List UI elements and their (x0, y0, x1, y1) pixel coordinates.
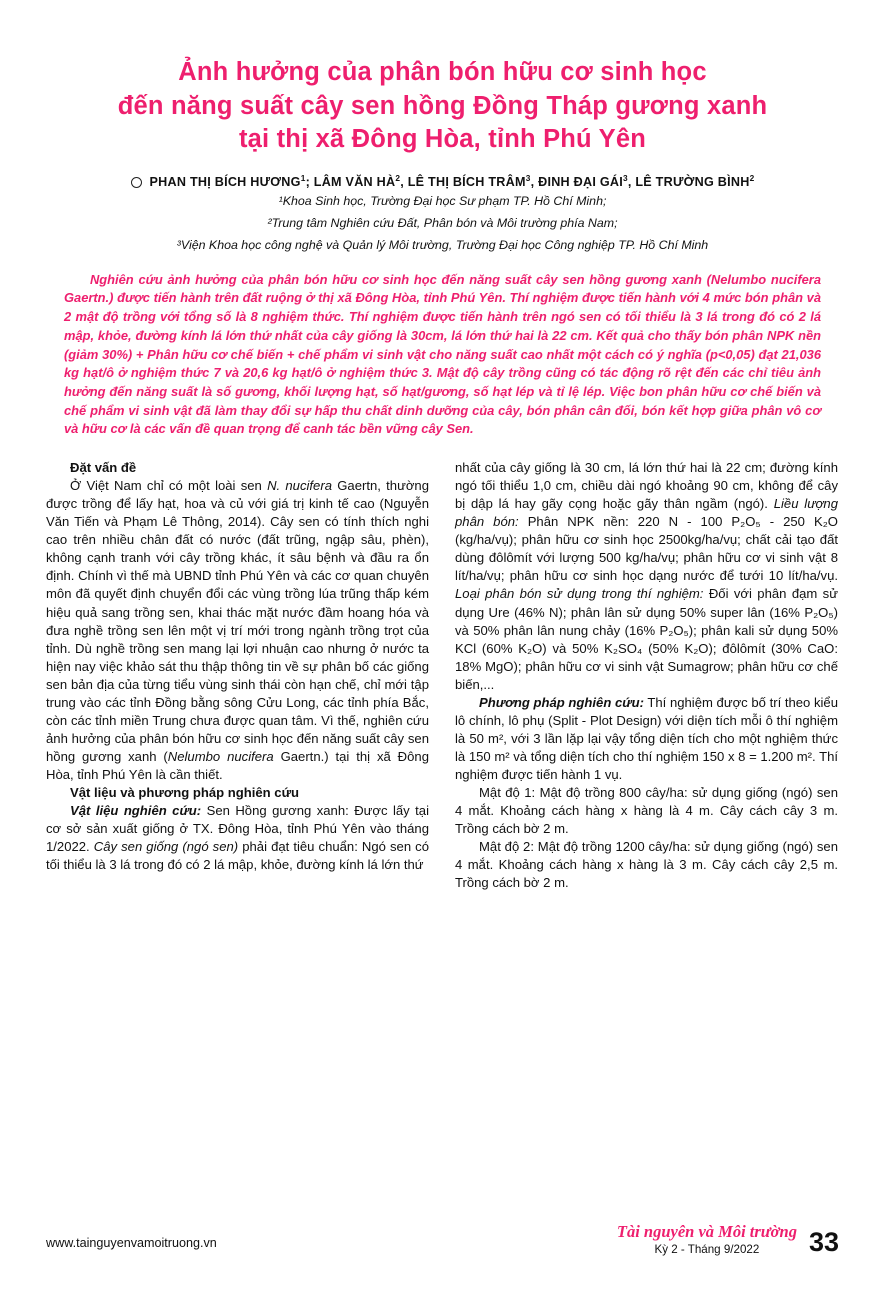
footer-journal (617, 1223, 797, 1256)
page-number: 33 (808, 1226, 839, 1257)
text-run: Ở Việt Nam chỉ có một loài sen (70, 478, 268, 494)
footer-right (617, 1223, 839, 1256)
page-footer (46, 1223, 839, 1256)
paragraph-fertilizer-dose (455, 459, 838, 694)
species-name: Nelumbo nucifera (167, 749, 274, 765)
heading-dat-van-de: Đặt vấn đề (70, 460, 137, 476)
subheading-loai-phan: Loại phân bón sử dụng trong thí nghiệm: (455, 586, 704, 602)
text-run: nhất của cây giống là 30 cm, lá lớn thứ hai là 22 cm; đường kính ngó tối thiểu 1,0 cm, chiều dài ngó khoảng 90 cm, không để cây bị dập lá hay gãy cọng hoặc gãy thân ngầm (ngó). (455, 460, 838, 512)
text-run: Thí nghiệm được bố trí theo kiểu lô chính, lô phụ (Split - Plot Design) với diện tích mỗi ô thí nghiệm là 50 m², với 3 lần lặp lại vậy tổng diện tích cho một nghiệm thức là 150 m² và tổng diện tích cho thí nghiệm 150 x 8 = 1.200 m². Thí nghiệm được tiến hành 1 vụ. (455, 694, 838, 783)
page-title (46, 56, 839, 157)
body-columns (46, 459, 839, 893)
text-run-italic: Cây sen giống (ngó sen) (93, 839, 239, 855)
heading-vat-lieu-phuong-phap: Vật liệu và phương pháp nghiên cứu (70, 785, 300, 801)
text-run: Sen Hồng gương xanh: Được lấy tại cơ sở sản xuất giống ở TX. Đông Hòa, tỉnh Phú Yên vào tháng 1/2022. (46, 803, 429, 855)
affiliation-3: ³Viện Khoa học công nghệ và Quản lý Môi trường, Trường Đại học Công nghiệp TP. Hồ Chí Minh (176, 237, 709, 252)
title-line-3: tại thị xã Đông Hòa, tỉnh Phú Yên (238, 125, 647, 154)
text-run: Gaertn, thường được trồng để lấy hạt, hoa và củ với giá trị kinh tế cao (Nguyễn Văn Tiến và Phạm Lê Thông, 2014). Cây sen có tính thích nghi cao trên nhiều chân đất có nước (đất trũng, ngập sâu, phèn), không cạnh tranh với cây trồng khác, ít sâu bệnh và đầu ra ổn định. Chính vì thế mà UBND tỉnh Phú Yên và các cơ quan chuyên môn đã quyết định chuyển đổi các vùng trồng lúa trũng thấp kém hiệu quả sang trồng sen, khai thác mặt nước đầm hoang hóa và đưa nghề trồng sen lên một vị trí mới trong ngành trồng trọt của tỉnh. Dù nghề trồng sen mang lại lợi nhuận cao nhưng ở nước ta hiện nay việc khảo sát thu thập thông tin về sự phân bố các giống sen bản địa của từng tiểu vùng sinh thái còn hạn chế, chỉ mới tập trung vào các tỉnh Đồng bằng sông Cửu Long, các tỉnh phía Bắc, còn các tỉnh miền Trung chưa được quan tâm. Vì thế, nghiên cứu ảnh hưởng của phân bón hữu cơ sinh học đến năng suất cây sen hồng gương xanh ( (46, 478, 429, 765)
journal-name: Tài nguyên và Môi trường (616, 1221, 797, 1241)
text-run: Gaertn.) tại thị xã Đông Hòa, tỉnh Phú Yên là cần thiết. (46, 749, 429, 783)
footer-website[interactable]: www.tainguyenvamoitruong.vn (46, 1236, 217, 1250)
text-run: Phân NPK nền: 220 N - 100 P₂O₅ - 250 K₂O (kg/ha/vụ); phân hữu cơ sinh học 2500kg/ha/vụ; chất cải tạo đất dùng đôlômít với lượng 500 kg/ha/vụ; phân hữu cơ vi sinh vật 8 lít/ha/vụ; phân hữu cơ sinh học dạng nước để tưới 10 lít/ha/vụ. (455, 514, 838, 584)
paragraph-density-2: Mật độ 2: Mật độ trồng 1200 cây/ha: sử dụng giống (ngó) sen 4 mắt. Khoảng cách hàng x hàng là 3 m. Cây cách cây 2,5 m. Trồng cách bờ 2 m. (455, 839, 838, 891)
text-run: Đối với phân đạm sử dụng Ure (46% N); phân lân sử dụng 50% super lân (16% P₂O₅) và 50% phân lân nung chảy (16% P₂O₅); phân kali sử dụng 50% KCl (60% K₂O) và 50% K₂SO₄ (50% K₂O); đôlômít (30% CaO: 18% MgO); phân hữu cơ vi sinh vật Sumagrow; phân hữu cơ chế biến,... (455, 586, 838, 692)
title-line-1: Ảnh hưởng của phân bón hữu cơ sinh học (178, 58, 707, 86)
authors-row (46, 173, 839, 189)
subheading-lieu-luong: Liều lượng phân bón: (455, 496, 838, 530)
paragraph-materials (46, 802, 429, 874)
title-line-2: đến năng suất cây sen hồng Đồng Tháp gương xanh (117, 91, 768, 120)
abstract: Nghiên cứu ảnh hưởng của phân bón hữu cơ sinh học đến năng suất cây sen hồng gương xanh (Nelumbo nucifera Gaertn.) được tiến hành trên đất ruộng ở thị xã Đông Hòa, tỉnh Phú Yên. Thí nghiệm được tiến hành với 4 mức bón phân và 2 mật độ trồng với tổng số là 8 nghiệm thức. Thí nghiệm được tiến hành trên ngó sen có tối thiểu là 3 lá trong đó có 2 lá mập, khỏe, đường kính lá lớn thứ nhất của cây giống là 30cm, lá lớn thứ hai là 22 cm. Kết quả cho thấy bón phân NPK nền (giảm 30%) + Phân hữu cơ chế biến + chế phẩm vi sinh vật cho năng suất cao nhất một cách có ý nghĩa (p<0,05) đạt 21,036 kg hạt/ô ở nghiệm thức 7 và 20,6 kg hạt/ô ở nghiệm thức 3. Mật độ cây trồng cũng có tác động rõ rệt đến các chỉ tiêu ảnh hưởng đến năng suất là số gương, khối lượng hạt, số hạt/gương, số hạt lép và tỉ lệ lép. Việc bon phân hữu cơ chế biến và chế phẩm vi sinh vật đã làm thay đổi sự hấp thu chất dinh dưỡng của cây, bón phân cân đối, bón kết hợp giữa phân vô cơ và hữu cơ là các vấn đề quan trọng để canh tác bền vững cây Sen. (64, 271, 821, 437)
affiliation-1: ¹Khoa Sinh học, Trường Đại học Sư phạm TP. Hồ Chí Minh; (278, 194, 607, 209)
circle-bullet-icon (131, 177, 142, 188)
journal-issue: Kỳ 2 - Tháng 9/2022 (654, 1243, 760, 1256)
paragraph-density-1: Mật độ 1: Mật độ trồng 800 cây/ha: sử dụng giống (ngó) sen 4 mắt. Khoảng cách hàng x hàng là 4 m. Cây cách cây 3 m. Trồng cách bờ 2 m. (455, 785, 838, 837)
paragraph-methods (455, 694, 838, 784)
species-name: N. nucifera (267, 478, 332, 494)
text-run: phải đạt tiêu chuẩn: Ngó sen có tối thiểu là 3 lá trong đó có 2 lá mập, khỏe, đường kính lá lớn thứ (46, 839, 430, 873)
affiliation-2: ²Trung tâm Nghiên cứu Đất, Phân bón và Môi trường phía Nam; (267, 216, 618, 230)
authors-names: PHAN THỊ BÍCH HƯƠNG$^1$; LÂM VĂN $HÀ^2$, LÊ THỊ BÍCH TRÂM$^3$, ĐINH ĐẠI GÁI$^3$, LÊ TRƯỜNG BÌNH$^2$ (149, 172, 755, 190)
paragraph-intro (46, 477, 429, 784)
column-left (46, 459, 429, 893)
column-right (455, 459, 838, 893)
subheading-phuong-phap: Phương pháp nghiên cứu: (479, 694, 644, 710)
subheading-vat-lieu: Vật liệu nghiên cứu: (70, 803, 202, 819)
